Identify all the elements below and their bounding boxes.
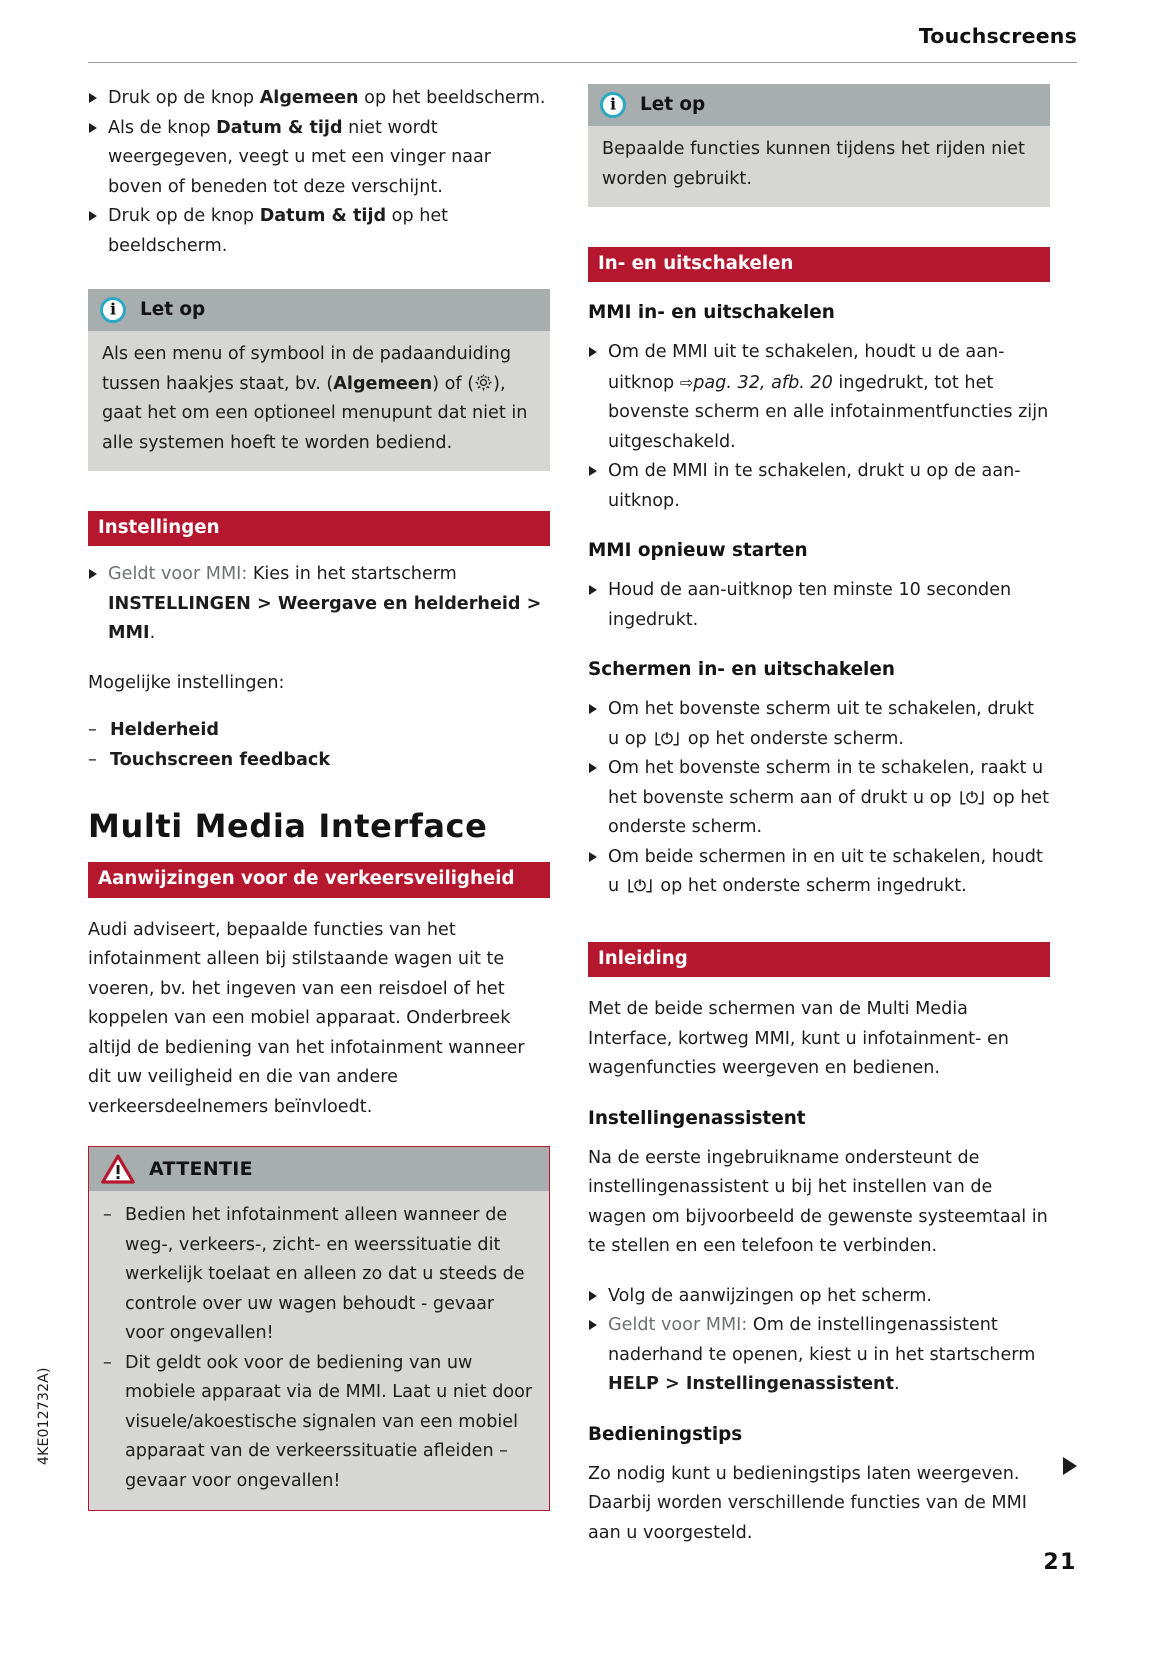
section-banner-in-en-uitschakelen: In- en uitschakelen [588, 247, 1050, 282]
triangle-bullet-icon [589, 1291, 597, 1301]
warning-box-attentie [88, 1146, 550, 1511]
triangle-bullet-icon [89, 93, 97, 103]
power-button-icon [959, 789, 985, 806]
warning-box-header [89, 1147, 549, 1191]
triangle-bullet-icon [589, 852, 597, 862]
list-item-text: Bedien het infotainment alleen wanneer de weg-, verkeers-, zicht- en weerssituatie dit werkelijk toelaat en alleen zo dat u steeds de controle over uw wagen behoudt - gevaar voor ongevallen! [125, 1205, 525, 1344]
list-item-text: Om de MMI uit te schakelen, houdt u de aan-uitknop ⇨pag. 32, afb. 20 ingedrukt, tot het bovenste scherm en alle infotainmentfuncties zijn uitgeschakeld. [608, 342, 1049, 452]
dash-bullet-icon: – [103, 1205, 112, 1226]
dash-bullet-icon: – [103, 1352, 112, 1373]
list-item-text: Om beide schermen in en uit te schakelen, houdt u op het onderste scherm ingedrukt. [608, 846, 1043, 897]
list-item-text: Houd de aan-uitknop ten minste 10 seconden ingedrukt. [608, 580, 1012, 630]
info-icon: i [100, 297, 126, 323]
note-box-right [588, 84, 1050, 207]
triangle-bullet-icon [589, 1320, 597, 1330]
note-box-body [588, 126, 1050, 207]
list-item-text: Touchscreen feedback [110, 749, 331, 770]
document-code: 4KE012732A) [36, 1367, 52, 1465]
power-button-icon [654, 730, 680, 747]
page-columns [88, 84, 1077, 1548]
list-item [588, 754, 1050, 843]
triangle-bullet-icon [589, 347, 597, 357]
list-item [588, 1311, 1050, 1400]
power-sub2-list [588, 576, 1050, 635]
list-item-text: Om het bovenste scherm in te schakelen, raakt u het bovenste scherm aan of drukt u op op het onderste scherm. [608, 758, 1050, 838]
bedieningstips-paragraph: Zo nodig kunt u bedieningstips laten weergeven. Daarbij worden verschillende functies van de MMI aan u voorgesteld. [588, 1463, 1027, 1543]
subheading-instellingenassistent: Instellingenassistent [588, 1107, 806, 1129]
warning-items-list [103, 1201, 535, 1496]
list-item [88, 114, 550, 203]
power-button-icon [627, 877, 653, 894]
list-item-text: Geldt voor MMI: Om de instellingenassistent naderhand te openen, kiest u in het startscherm HELP > Instellingenassistent. [608, 1315, 1036, 1395]
subheading-mmi-in-en-uitschakelen: MMI in- en uitschakelen [588, 302, 835, 324]
note-box-title: Let op [140, 298, 206, 320]
warning-triangle-icon [101, 1154, 135, 1184]
list-item [103, 1349, 535, 1497]
list-item [588, 843, 1050, 902]
note-box-header [88, 289, 550, 331]
note-box-body [88, 331, 550, 471]
list-item-text: Helderheid [110, 720, 219, 741]
section-banner-verkeersveiligheid: Aanwijzingen voor de verkeersveiligheid [88, 862, 550, 897]
list-item-text: Geldt voor MMI: Kies in het startscherm INSTELLINGEN > Weergave en helderheid > MMI. [108, 564, 542, 644]
power-sub3-list [588, 695, 1050, 902]
left-top-steps-list [88, 84, 550, 261]
list-item [88, 716, 550, 746]
list-item [588, 338, 1050, 457]
dash-bullet-icon: – [88, 720, 97, 741]
triangle-bullet-icon [89, 211, 97, 221]
instellingenassistent-list [588, 1282, 1050, 1400]
list-item-text: Dit geldt ook voor de bediening van uw mobiele apparaat via de MMI. Laat u niet door visuele/akoestische signalen van een mobiel apparaat van de verkeerssituatie afleiden – gevaar voor ongevallen! [125, 1352, 533, 1491]
continue-arrow-icon [1063, 1457, 1077, 1475]
settings-options-list [88, 716, 550, 775]
list-item [588, 457, 1050, 516]
note-box-left [88, 289, 550, 471]
list-item-text: Om de MMI in te schakelen, drukt u op de aan-uitknop. [608, 461, 1021, 511]
warning-box-body [89, 1191, 549, 1510]
chapter-title: Multi Media Interface [88, 807, 488, 846]
intro-paragraph: Met de beide schermen van de Multi Media Interface, kortweg MMI, kunt u infotainment- en wagenfuncties weergeven en bedienen. [588, 999, 1009, 1079]
right-column [588, 84, 1050, 1548]
list-item [588, 1282, 1050, 1312]
triangle-bullet-icon [589, 704, 597, 714]
instellingenassistent-paragraph: Na de eerste ingebruikname ondersteunt de instellingenassistent u bij het instellen van de wagen om bijvoorbeeld de gewenste systeemtaal in te stellen en een telefoon te verbinden. [588, 1147, 1048, 1257]
gear-icon [474, 373, 493, 392]
page-header-title: Touchscreens [918, 24, 1077, 48]
header-divider [88, 62, 1077, 63]
section-banner-instellingen: Instellingen [88, 511, 550, 546]
subheading-mmi-opnieuw-starten: MMI opnieuw starten [588, 540, 808, 562]
list-item [103, 1201, 535, 1349]
list-item [88, 560, 550, 649]
list-item [588, 576, 1050, 635]
list-item-text: Als de knop Datum & tijd niet wordt weergegeven, veegt u met een vinger naar boven of beneden tot deze verschijnt. [108, 117, 492, 197]
list-item [88, 746, 550, 776]
dash-bullet-icon: – [88, 749, 97, 770]
note-box-text: Bepaalde functies kunnen tijdens het rijden niet worden gebruikt. [602, 139, 1025, 189]
subheading-bedieningstips: Bedieningstips [588, 1423, 743, 1445]
list-item [588, 695, 1050, 754]
triangle-bullet-icon [589, 466, 597, 476]
triangle-bullet-icon [589, 585, 597, 595]
list-item-text: Volg de aanwijzingen op het scherm. [608, 1285, 933, 1306]
left-column [88, 84, 550, 1548]
section-banner-inleiding: Inleiding [588, 942, 1050, 977]
list-item-text: Druk op de knop Datum & tijd op het beeldscherm. [108, 206, 449, 256]
power-sub1-list [588, 338, 1050, 516]
settings-bullet-list [88, 560, 550, 649]
triangle-bullet-icon [89, 123, 97, 133]
list-item-text: Om het bovenste scherm uit te schakelen, drukt u op op het onderste scherm. [608, 699, 1035, 749]
triangle-bullet-icon [89, 569, 97, 579]
note-box-header [588, 84, 1050, 126]
note-box-title: Let op [640, 93, 706, 115]
page-number: 21 [1043, 1550, 1077, 1575]
list-item [88, 84, 550, 114]
warning-box-title: ATTENTIE [149, 1157, 253, 1180]
subheading-schermen-in-en-uitschakelen: Schermen in- en uitschakelen [588, 659, 895, 681]
list-item [88, 202, 550, 261]
page-header [88, 26, 1077, 72]
triangle-bullet-icon [589, 763, 597, 773]
safety-paragraph: Audi adviseert, bepaalde functies van het infotainment alleen bij stilstaande wagen uit te voeren, bv. het ingeven van een reisdoel of het koppelen van een mobiel apparaat. Onderbreek altijd de bediening van het infotainment wanneer dit uw veiligheid en die van andere verkeersdeelnemers beïnvloedt. [88, 919, 525, 1117]
list-item-text: Druk op de knop Algemeen op het beeldscherm. [108, 88, 546, 108]
settings-intro-text: Mogelijke instellingen: [88, 672, 285, 693]
note-box-text: Als een menu of symbool in de padaanduiding tussen haakjes staat, bv. (Algemeen) of ( ), gaat het om een optioneel menupunt dat niet in alle systemen hoeft te worden bediend. [102, 344, 528, 453]
info-icon: i [600, 92, 626, 118]
